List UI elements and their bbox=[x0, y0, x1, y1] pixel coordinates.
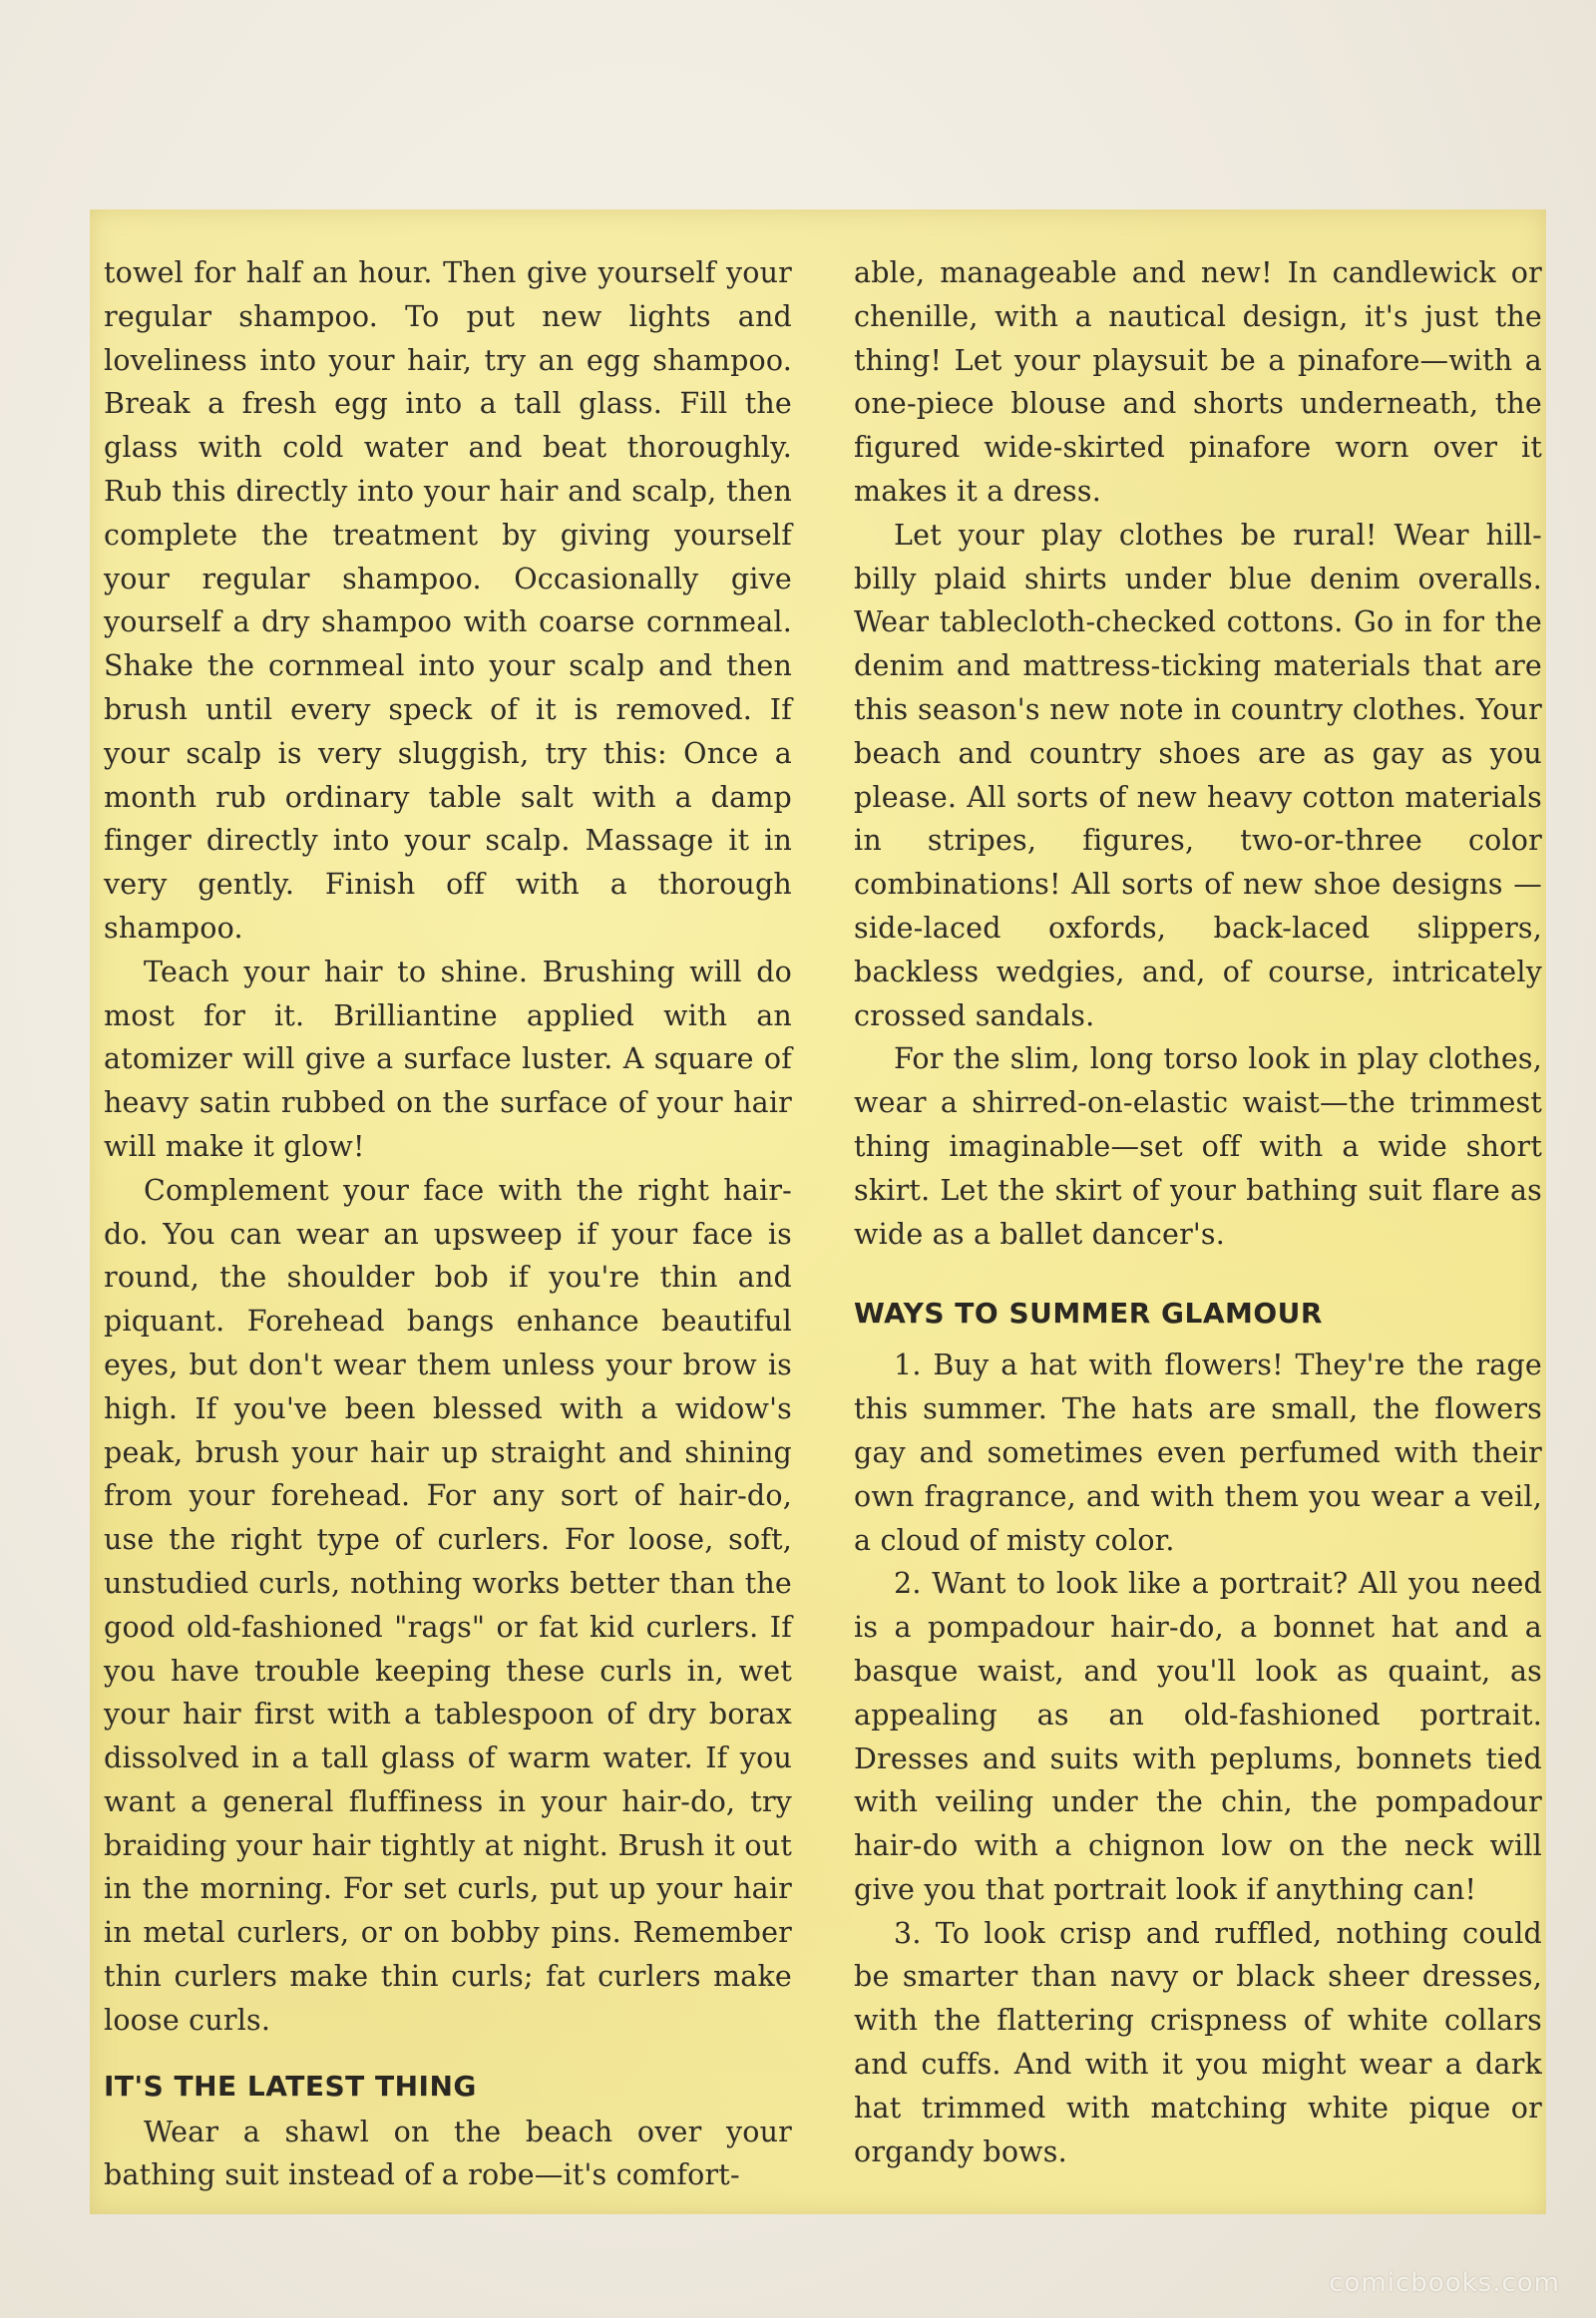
tip-portrait: 2. Want to look like a portrait? All you need is a pompadour hair-do, a bonnet hat and a basque waist, and you'll look as quaint, as appealing as an old-fashioned portrait. Dresses and suits with peplums, bonnets tied with veiling under the chin, the pompadour hair-do with a chignon low on the neck will give you that portrait look if anything can! bbox=[854, 1567, 1542, 1906]
paragraph-slim-torso: For the slim, long torso look in play clothes, wear a shirred-on-elastic waist—the trimmest thing imaginable—set off with a wide short skirt. Let the skirt of your bathing suit flare as wide as a ballet dancer's. bbox=[854, 1042, 1542, 1251]
left-column bbox=[104, 251, 792, 2197]
paragraph-rural-clothes: Let your play clothes be rural! Wear hill-billy plaid shirts under blue denim overalls. Wear tablecloth-checked cottons. Go in for the denim and mattress-ticking materials that are this season's new note in country clothes. Your beach and country shoes are as gay as you please. All sorts of new heavy cotton materials in stripes, figures, two-or-three color combinations! All sorts of new shoe designs — side-laced oxfords, back-laced slippers, backless wedgies, and, of course, intricately crossed sandals. bbox=[854, 518, 1542, 1032]
heading-latest-thing: IT'S THE LATEST THING bbox=[104, 2069, 477, 2103]
paragraph-shampoo: towel for half an hour. Then give yourself your regular shampoo. To put new lights and loveliness into your hair, try an egg shampoo. Break a fresh egg into a tall glass. Fill the glass with cold water and beat thoroughly. Rub this directly into your hair and scalp, then complete the treatment by giving yourself your regular shampoo. Occasionally give yourself a dry shampoo with coarse cornmeal. Shake the cornmeal into your scalp and then brush until every speck of it is removed. If your scalp is very sluggish, try this: Once a month rub ordinary table salt with a damp finger directly into your scalp. Massage it in very gently. Finish off with a thorough shampoo. bbox=[104, 256, 792, 945]
paragraph-hair-shine: Teach your hair to shine. Brushing will do most for it. Brilliantine applied with an atomizer will give a surface luster. A square of heavy satin rubbed on the surface of your hair will make it glow! bbox=[104, 955, 792, 1163]
tip-hat-flowers: 1. Buy a hat with flowers! They're the rage this summer. The hats are small, the flowers gay and sometimes even perfumed with their own fragrance, and with them you wear a veil, a cloud of misty color. bbox=[854, 1349, 1542, 1557]
paragraph-hair-do: Complement your face with the right hair-do. You can wear an upsweep if your face is round, the shoulder bob if you're thin and piquant. Forehead bangs enhance beautiful eyes, but don't wear them unless your brow is high. If you've been blessed with a widow's peak, brush your hair up straight and shining from your forehead. For any sort of hair-do, use the right type of curlers. For loose, soft, unstudied curls, nothing works better than the good old-fashioned "rags" or fat kid curlers. If you have trouble keeping these curls in, wet your hair first with a tablespoon of dry borax dissolved in a tall glass of warm water. If you want a general fluffiness in your hair-do, try braiding your hair tightly at night. Brush it out in the morning. For set curls, put up your hair in metal curlers, or on bobby pins. Remember thin curlers make thin curls; fat curlers make loose curls. bbox=[104, 1173, 792, 2037]
right-column bbox=[854, 251, 1542, 2173]
heading-summer-glamour: WAYS TO SUMMER GLAMOUR bbox=[854, 1297, 1323, 1331]
tip-crisp-ruffled: 3. To look crisp and ruffled, nothing could be smarter than navy or black sheer dresses, with the flattering crispness of white collars and cuffs. And with it you might wear a dark hat trimmed with matching white pique or organdy bows. bbox=[854, 1916, 1542, 2168]
paragraph-shawl: Wear a shawl on the beach over your bathing suit instead of a robe—it's comfort- bbox=[104, 2115, 792, 2192]
site-watermark: comicbooks.com bbox=[1329, 2268, 1560, 2298]
article-page bbox=[90, 209, 1546, 2214]
paragraph-playsuit: able, manageable and new! In candlewick or chenille, with a nautical design, it's just the thing! Let your playsuit be a pinafore—with a one-piece blouse and shorts underneath, the figured wide-skirted pinafore worn over it makes it a dress. bbox=[854, 256, 1542, 508]
